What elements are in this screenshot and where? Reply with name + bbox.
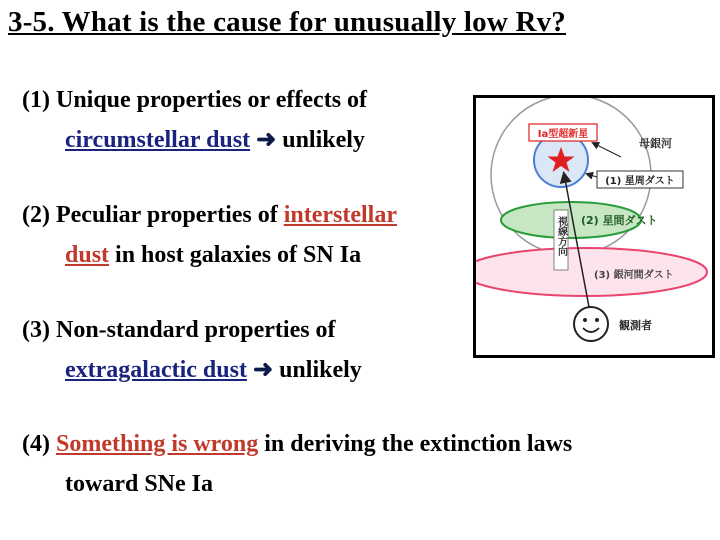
list-item-4 [22, 424, 572, 504]
item-2-after: in host galaxies of SN Ia [109, 242, 362, 268]
observer-smiley-icon [574, 307, 608, 341]
item-2-line-2 [22, 235, 397, 275]
item-3-line-1: (3) Non-standard properties of [22, 317, 336, 343]
interstellar-highlight[interactable]: interstellar [283, 202, 398, 228]
item-2-prefix: (2) Peculiar properties of [22, 202, 284, 228]
item-3-line-2 [22, 350, 362, 390]
item-4-prefix: (4) [22, 431, 56, 457]
item-3-conclusion: unlikely [273, 357, 362, 383]
item-1-conclusion: unlikely [276, 127, 365, 153]
interstellar-label: (2) 星間ダスト [581, 214, 658, 227]
right-arrow-icon: ➜ [252, 357, 274, 383]
dust-geometry-diagram [473, 95, 715, 358]
item-1-line-2 [22, 120, 367, 160]
right-arrow-icon: ➜ [256, 127, 277, 153]
item-4-after: in deriving the extinction laws [258, 431, 573, 457]
intergalactic-label: (3) 銀河間ダスト [594, 270, 674, 281]
list-item-3 [22, 310, 362, 390]
host-galaxy-label: 母銀河 [639, 137, 672, 150]
something-wrong-highlight[interactable]: Something is wrong [55, 431, 259, 457]
list-item-1 [22, 80, 367, 160]
page-title: 3-5. What is the cause for unusually low Rv? [8, 6, 566, 38]
circumstellar-label: (1) 星周ダスト [605, 176, 675, 187]
item-4-line-1 [22, 424, 572, 464]
extragalactic-dust-link[interactable]: extragalactic dust [65, 357, 247, 383]
dust-highlight[interactable]: dust [65, 242, 110, 268]
observer-label: 観測者 [619, 319, 652, 332]
line-of-sight-label: 視線方向 [555, 216, 567, 256]
list-item-2 [22, 195, 397, 275]
circumstellar-dust-link[interactable]: circumstellar dust [65, 127, 251, 153]
item-2-line-1 [22, 195, 397, 235]
item-4-line-2: toward SNe Ia [65, 471, 213, 497]
item-1-line-1: (1) Unique properties or effects of [22, 87, 368, 113]
sn-label: Ia型超新星 [537, 129, 589, 140]
